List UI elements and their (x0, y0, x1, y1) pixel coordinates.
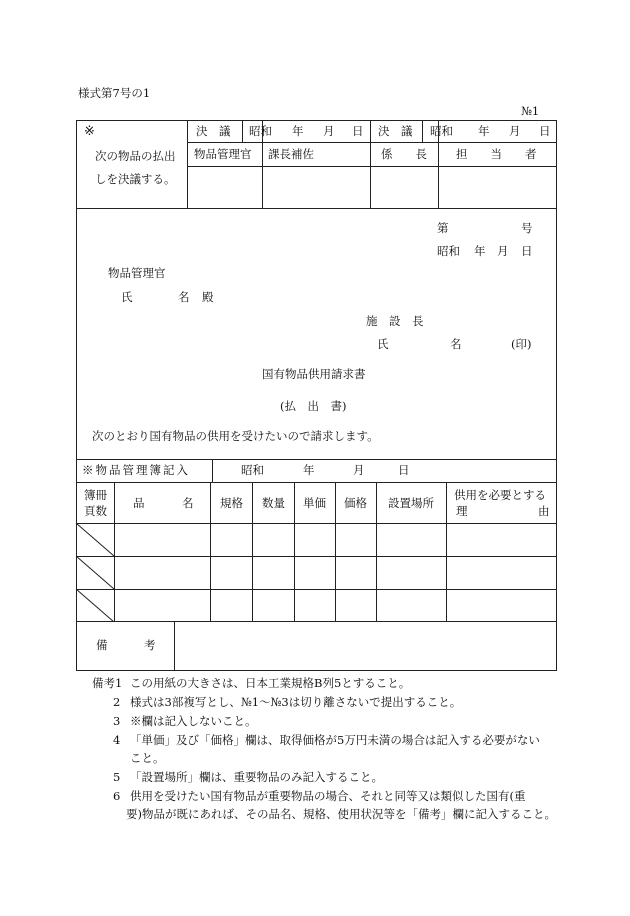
note-3: ※欄は記入しないこと。 (130, 714, 257, 728)
note-4: 「単価」及び「価格」欄は、取得価格が5万円未満の場合は記入する必要がない (130, 733, 540, 747)
note-6-cont: 要)物品が既にあれば、その品名、規格、使用状況等を「備考」欄に記入すること。 (126, 807, 556, 821)
col-reason-line2b: 由 (538, 504, 550, 518)
col-reason-line2a: 理 (456, 504, 468, 518)
approval-description-1: 次の物品の払出 (95, 149, 176, 163)
document-subtitle: (払 出 書) (280, 399, 347, 413)
date-2-era: 昭和 (430, 124, 453, 138)
number-suffix: 号 (521, 221, 533, 235)
note-number-6: 6 (113, 789, 121, 803)
remarks-label-b: 考 (144, 638, 156, 652)
sender-name: 氏 (377, 337, 389, 351)
note-6: 供用を受けたい国有物品が重要物品の場合、それと同等又は類似した国有(重 (130, 789, 526, 803)
note-number-4: 4 (113, 733, 121, 747)
ledger-date-era: 昭和 (241, 463, 264, 477)
remarks-label-a: 備 (96, 638, 108, 652)
number-label: 第 (437, 221, 449, 235)
row-1-diagonal (76, 523, 114, 556)
row-2-diagonal (76, 556, 114, 589)
seal-mark: (印) (511, 337, 532, 351)
col-location: 設置場所 (388, 496, 434, 510)
col-reason-line1: 供用を必要とする (454, 488, 546, 502)
date-1-year: 年 (292, 124, 304, 138)
col-unit-price: 単価 (303, 496, 326, 510)
note-number-2: 2 (113, 695, 121, 709)
role-deputy-director: 課長補佐 (268, 147, 314, 161)
note-number-3: 3 (113, 714, 121, 728)
sender-name-2: 名 (450, 337, 462, 351)
header-date-day: 日 (521, 244, 533, 258)
addressee-name: 氏 (121, 290, 133, 304)
sender-title: 施 設 長 (366, 314, 424, 328)
note-1: この用紙の大きさは、日本工業規格B列5とすること。 (130, 676, 411, 690)
kessai-label-2: 決 議 (378, 124, 413, 138)
document-title: 国有物品供用請求書 (262, 367, 366, 381)
role-goods-manager: 物品管理官 (194, 147, 252, 161)
note-5: 「設置場所」欄は、重要物品のみ記入すること。 (130, 770, 383, 784)
notes-heading: 備考1 (92, 676, 123, 690)
col-item-a: 品 (133, 496, 145, 510)
col-price: 価格 (344, 496, 367, 510)
addressee-honorific: 殿 (202, 290, 214, 304)
ledger-date-year: 年 (303, 463, 315, 477)
note-4-cont: こと。 (130, 751, 165, 765)
approval-mark: ※ (84, 124, 95, 139)
date-2-year: 年 (478, 124, 490, 138)
note-2: 様式は3部複写とし、№1～№3は切り離さないで提出すること。 (130, 695, 462, 709)
date-1-month: 月 (323, 124, 335, 138)
request-body-text: 次のとおり国有物品の供用を受けたいので請求します。 (92, 429, 379, 443)
ledger-date-month: 月 (353, 463, 365, 477)
doc-number: №1 (521, 104, 540, 118)
header-date-era: 昭和 (437, 244, 460, 258)
header-date-month: 月 (497, 244, 509, 258)
date-2-month: 月 (509, 124, 521, 138)
date-1-day: 日 (352, 124, 364, 138)
note-number-5: 5 (113, 770, 121, 784)
addressee-title: 物品管理官 (108, 266, 166, 280)
row-3-diagonal (76, 589, 114, 622)
addressee-name-2: 名 (178, 290, 190, 304)
role-staff: 担 当 者 (456, 147, 537, 161)
col-qty: 数量 (262, 496, 285, 510)
approval-description-2: しを決議する。 (95, 172, 176, 186)
ledger-date-day: 日 (398, 463, 410, 477)
date-2-day: 日 (539, 124, 551, 138)
header-date-year: 年 (474, 244, 486, 258)
col-ledger-line1: 簿冊 (84, 488, 107, 502)
col-ledger-line2: 頁数 (84, 504, 107, 518)
col-item-b: 名 (182, 496, 194, 510)
date-1-era: 昭和 (249, 124, 272, 138)
form-number: 様式第7号の1 (78, 86, 151, 100)
kessai-label-1: 決 議 (196, 124, 231, 138)
role-chief: 係 長 (381, 147, 427, 161)
col-spec: 規格 (220, 496, 243, 510)
ledger-label: ※物品管理簿記入 (82, 463, 190, 477)
